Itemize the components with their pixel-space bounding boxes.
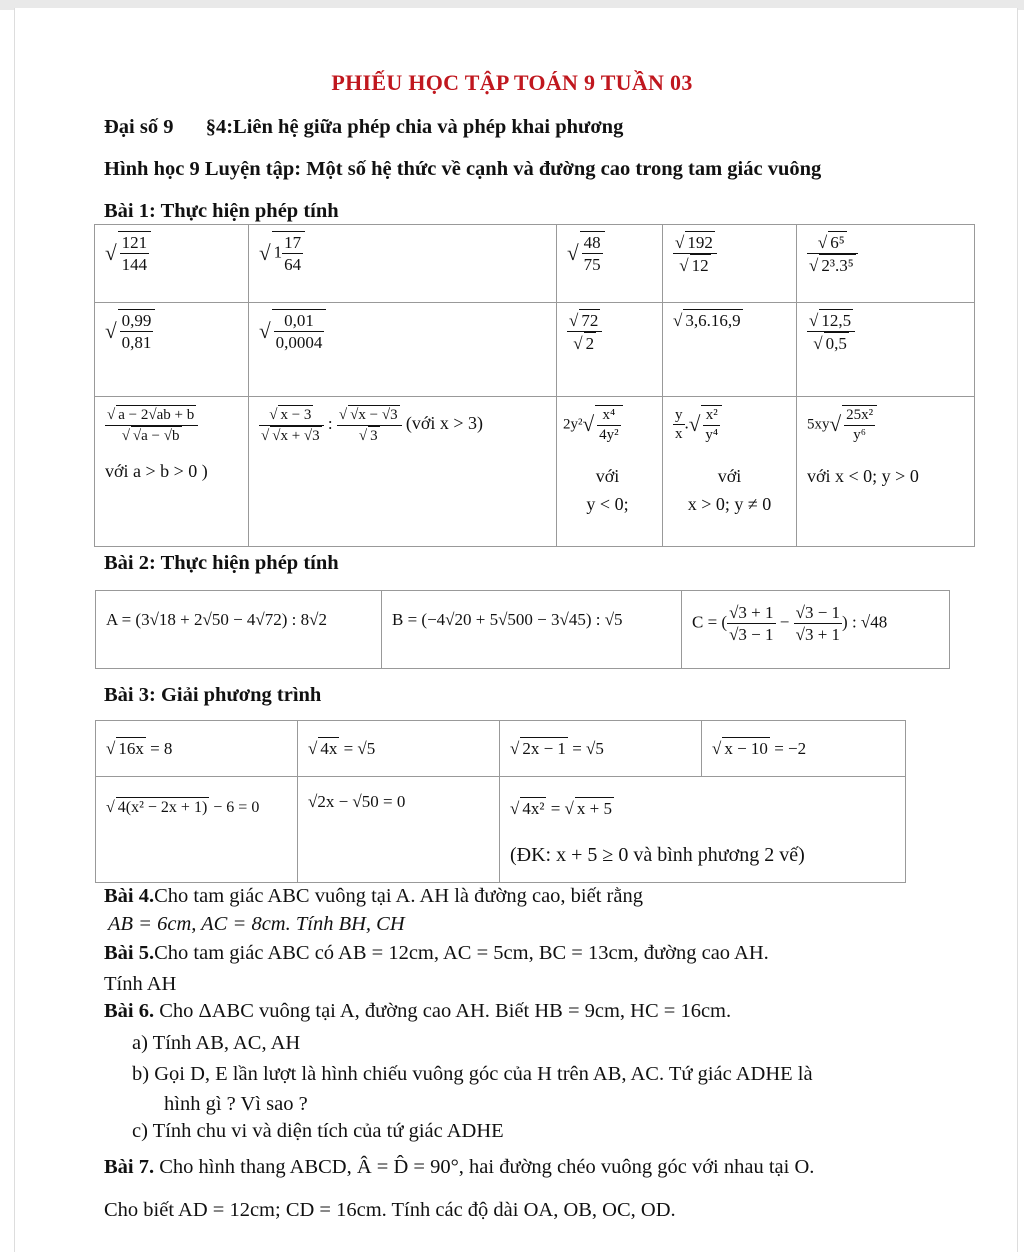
bai3-table xyxy=(95,720,906,883)
bai1-table xyxy=(94,224,975,547)
algebra-topic: §4:Liên hệ giữa phép chia và phép khai phương xyxy=(205,116,624,138)
bai1-cell: √ $\frac{121}{144}$ xyxy=(95,225,249,303)
bai3-heading: Bài 3: Giải phương trình xyxy=(104,684,322,706)
bai1-cell: $\frac{√ x - 3}{√ √x + √3}$ : $\frac{√ √x - √3}{√ 3}$ (với x > 3) xyxy=(249,397,557,547)
bai1-cell: √ $\frac{48}{75}$ xyxy=(557,225,663,303)
bai1-cell: √ 1 $\frac{17}{64}$ xyxy=(249,225,557,303)
bai1-row-1 xyxy=(95,225,975,303)
bai1-cell: $\frac{\text{√ 6⁵}}{\text{√ 2³.3⁵}}$ xyxy=(797,225,975,303)
bai3-eq-4: √ x − 10 = −2 xyxy=(702,721,906,777)
page-title: PHIẾU HỌC TẬP TOÁN 9 TUẦN 03 xyxy=(331,70,693,95)
algebra-line xyxy=(104,116,623,139)
bai2-expr-b: B = (−4√20 + 5√500 − 3√45) : √5 xyxy=(382,591,682,669)
bai6-c: c) Tính chu vi và diện tích của tứ giác ADHE xyxy=(132,1120,504,1142)
bai7-line-2: Cho biết AD = 12cm; CD = 16cm. Tính các độ dài OA, OB, OC, OD. xyxy=(104,1199,676,1221)
bai1-cell: $\frac{√ 192}{√ 12}$ xyxy=(663,225,797,303)
cond-r3c5: với x < 0; y > 0 xyxy=(807,465,919,486)
cond-r3c2: (với x > 3) xyxy=(405,413,483,434)
bai1-heading: Bài 1: Thực hiện phép tính xyxy=(104,200,339,222)
bai1-cell: $\frac{y}{x}$ .√ $\frac{\text{x²}}{\text{y⁴}}$ với x > 0; y ≠ 0 xyxy=(663,397,797,547)
bai3-eq-1: √ 16x = 8 xyxy=(96,721,298,777)
bai5-line-1: Bài 5.Cho tam giác ABC có AB = 12cm, AC = 5cm, BC = 13cm, đường cao AH. xyxy=(104,942,769,964)
bai6-b1: b) Gọi D, E lần lượt là hình chiếu vuông góc của H trên AB, AC. Tứ giác ADHE là xyxy=(132,1063,813,1085)
bai2-table xyxy=(95,590,950,669)
cond-r3c4a: với xyxy=(717,465,742,486)
bai1-cell: $\frac{√ 72}{√ 2}$ xyxy=(557,303,663,397)
bai6-b2: hình gì ? Vì sao ? xyxy=(164,1093,308,1115)
bai1-cell: $\frac{√ 12,5}{√ 0,5}$ xyxy=(797,303,975,397)
bai3-eq-3: √ 2x − 1 = √5 xyxy=(500,721,702,777)
cond-r3c3a: với xyxy=(595,465,620,486)
bai6-a: a) Tính AB, AC, AH xyxy=(132,1032,301,1054)
bai2-expr-c: C = ( $\frac{√3 + 1}{√3 - 1}$ − $\frac{√3 - 1}{√3 + 1}$ ) : √48 xyxy=(682,591,950,669)
bai1-cell: $\frac{√ a - 2√ab + b}{√ √a - √b}$ với a > b > 0 ) xyxy=(95,397,249,547)
bai1-cell: √ $\frac{0,99}{0,81}$ xyxy=(95,303,249,397)
bai3-eq-7: √ 4x² = √ x + 5 (ĐK: x + 5 ≥ 0 và bình phương 2 vế) xyxy=(500,777,906,883)
cond-r3c3b: y < 0; xyxy=(586,494,629,514)
cond-r3c1: với a > b > 0 ) xyxy=(105,460,208,481)
bai7-line-1: Bài 7. Cho hình thang ABCD, Â = D̂ = 90°, hai đường chéo vuông góc với nhau tại O. xyxy=(104,1156,815,1178)
bai2-expr-a: A = (3√18 + 2√50 − 4√72) : 8√2 xyxy=(96,591,382,669)
bai1-row-2 xyxy=(95,303,975,397)
bai6-line: Bài 6. Cho ΔABC vuông tại A, đường cao AH. Biết HB = 9cm, HC = 16cm. xyxy=(104,1000,732,1022)
bai2-heading: Bài 2: Thực hiện phép tính xyxy=(104,552,339,574)
bai3-eq-5: √ 4(x² − 2x + 1) − 6 = 0 xyxy=(96,777,298,883)
bai1-cell: 2y²√ $\frac{\text{x⁴}}{\text{4y²}}$ với y < 0; xyxy=(557,397,663,547)
algebra-label: Đại số 9 xyxy=(104,116,174,138)
bai3-eq-2: √ 4x = √5 xyxy=(298,721,500,777)
bai4-line-1: Bài 4.Cho tam giác ABC vuông tại A. AH là đường cao, biết rằng xyxy=(104,885,643,907)
bai3-note: (ĐK: x + 5 ≥ 0 và bình phương 2 vế) xyxy=(510,844,805,867)
bai3-eq-6: √2x − √50 = 0 xyxy=(298,777,500,883)
bai5-line-2: Tính AH xyxy=(104,973,177,995)
bai1-cell: √ $\frac{0,01}{0,0004}$ xyxy=(249,303,557,397)
bai1-cell: 5xy√ $\frac{\text{25x²}}{\text{y⁶}}$ với x < 0; y > 0 xyxy=(797,397,975,547)
cond-r3c4b: x > 0; y ≠ 0 xyxy=(687,494,772,514)
bai1-cell: √ 3,6.16,9 xyxy=(663,303,797,397)
bai1-row-3 xyxy=(95,397,975,547)
geometry-line: Hình học 9 Luyện tập: Một số hệ thức về cạnh và đường cao trong tam giác vuông xyxy=(104,158,822,180)
bai4-line-2: AB = 6cm, AC = 8cm. Tính BH, CH xyxy=(108,913,405,935)
